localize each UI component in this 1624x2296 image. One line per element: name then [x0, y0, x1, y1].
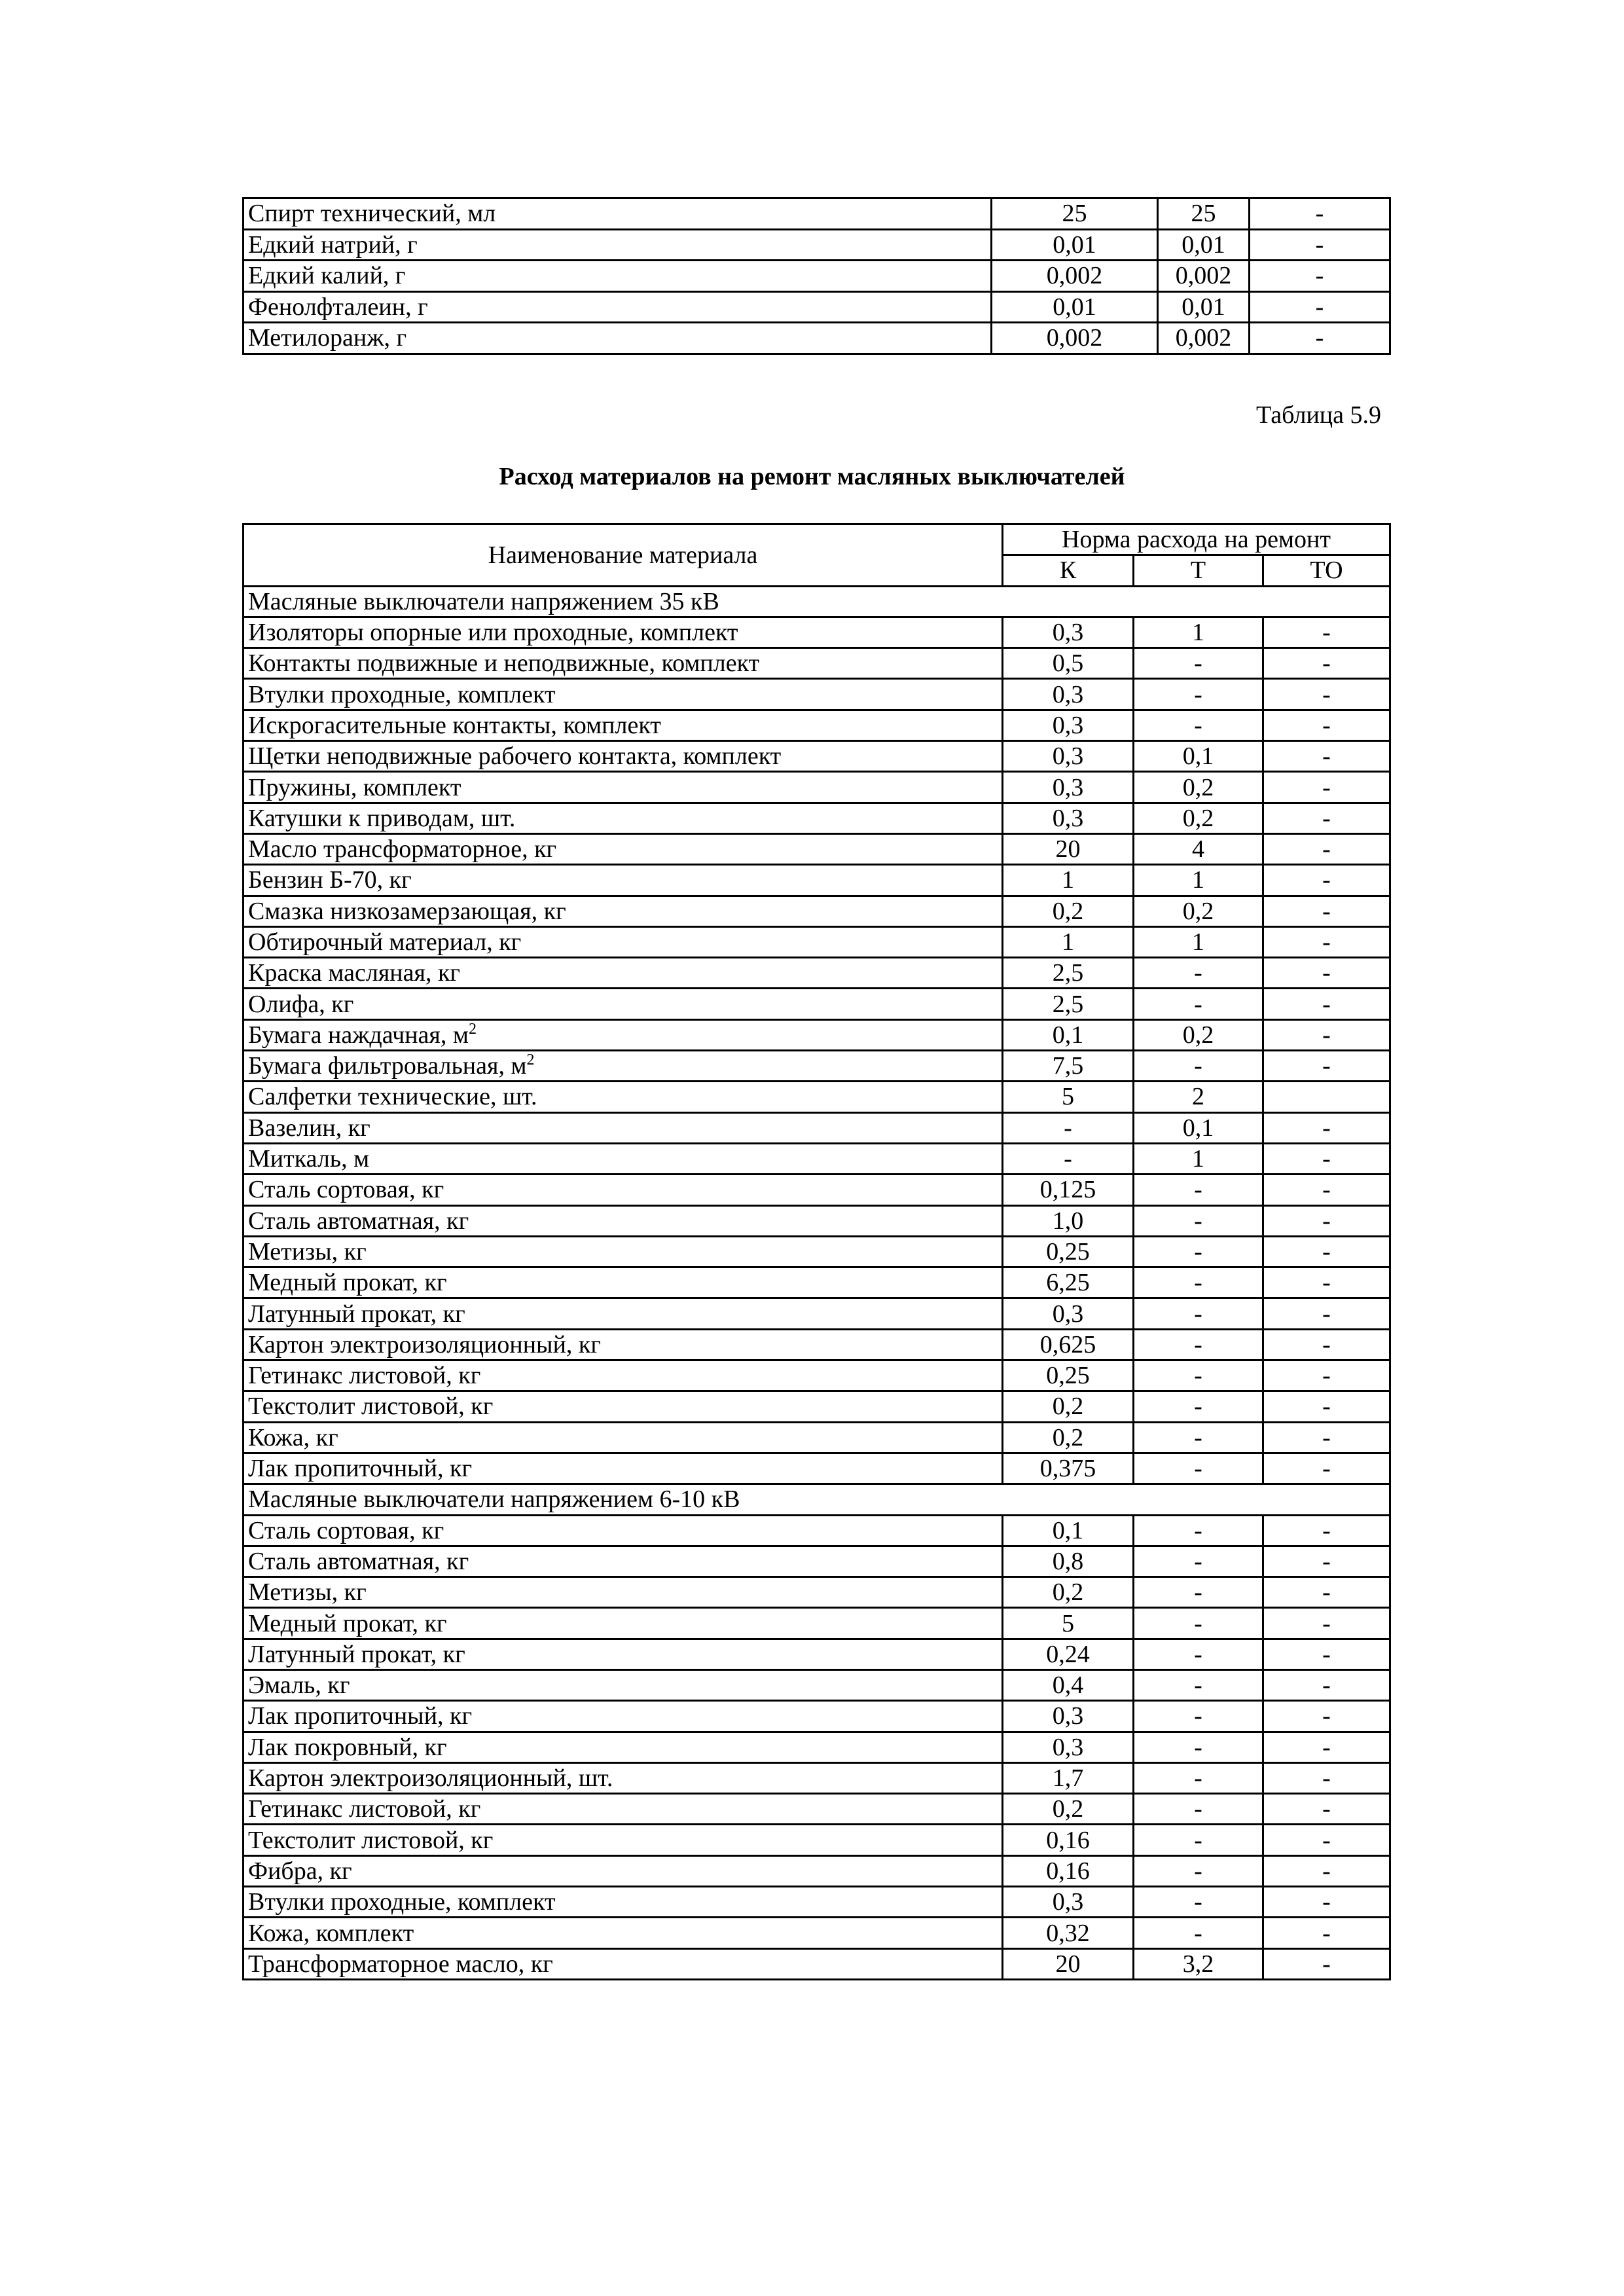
material-name: Фенолфталеин, г — [244, 291, 992, 323]
value-to: - — [1263, 1515, 1390, 1546]
material-name: Салфетки технические, шт. — [244, 1082, 1003, 1112]
value-t: - — [1134, 1855, 1263, 1886]
material-name: Метизы, кг — [244, 1577, 1003, 1608]
table-row — [244, 1918, 1390, 1948]
header-material-name: Наименование материала — [244, 524, 1003, 587]
value-to: - — [1263, 1143, 1390, 1174]
section-title: Масляные выключатели напряжением 35 кВ — [244, 586, 1390, 617]
value-to: - — [1250, 323, 1390, 354]
value-t: 1 — [1134, 1143, 1263, 1174]
value-k: 0,24 — [1003, 1639, 1134, 1669]
value-k: 1,7 — [1003, 1762, 1134, 1793]
table-row — [244, 323, 1390, 354]
value-t: - — [1134, 1669, 1263, 1700]
table-row — [244, 1051, 1390, 1082]
table-row — [244, 1608, 1390, 1639]
value-to: - — [1263, 772, 1390, 803]
value-to: - — [1263, 1546, 1390, 1576]
material-name: Сталь автоматная, кг — [244, 1546, 1003, 1576]
value-to: - — [1250, 229, 1390, 261]
value-k: 20 — [1003, 833, 1134, 864]
value-t: - — [1134, 1236, 1263, 1267]
material-name: Сталь сортовая, кг — [244, 1175, 1003, 1205]
table-row — [244, 1329, 1390, 1360]
table-row — [244, 833, 1390, 864]
material-name: Едкий калий, г — [244, 261, 992, 292]
table-row — [244, 229, 1390, 261]
value-to: - — [1263, 803, 1390, 833]
value-t: - — [1134, 1360, 1263, 1391]
section-header-row — [244, 586, 1390, 617]
value-t: 2 — [1134, 1082, 1263, 1112]
material-name: Миткаль, м — [244, 1143, 1003, 1174]
material-name-text: Бумага наждачная, м — [248, 1021, 469, 1049]
value-to: - — [1263, 833, 1390, 864]
value-to: - — [1263, 1422, 1390, 1453]
table-row — [244, 1112, 1390, 1143]
value-k: 0,3 — [1003, 710, 1134, 740]
value-to: - — [1263, 1051, 1390, 1082]
value-to: - — [1263, 1608, 1390, 1639]
material-name — [244, 1051, 1003, 1082]
table-row — [244, 1298, 1390, 1329]
table-row — [244, 1391, 1390, 1422]
value-k: 1,0 — [1003, 1205, 1134, 1236]
value-k: 0,01 — [992, 229, 1158, 261]
material-name: Бензин Б-70, кг — [244, 865, 1003, 896]
value-k: 0,5 — [1003, 648, 1134, 679]
value-k: 0,3 — [1003, 617, 1134, 647]
value-t: 3,2 — [1134, 1948, 1263, 1979]
value-k: 0,16 — [1003, 1825, 1134, 1855]
value-t: - — [1134, 1794, 1263, 1825]
value-k: 0,3 — [1003, 772, 1134, 803]
material-name: Вазелин, кг — [244, 1112, 1003, 1143]
oil-breaker-materials-table — [242, 523, 1391, 1980]
value-k: 0,01 — [992, 291, 1158, 323]
material-name: Текстолит листовой, кг — [244, 1391, 1003, 1422]
material-name: Изоляторы опорные или проходные, комплект — [244, 617, 1003, 647]
value-t: - — [1134, 1732, 1263, 1762]
value-t: - — [1134, 989, 1263, 1019]
table-row — [244, 1701, 1390, 1732]
value-t: - — [1134, 710, 1263, 740]
value-k: - — [1003, 1112, 1134, 1143]
value-t: 0,01 — [1158, 229, 1250, 261]
value-to: - — [1250, 198, 1390, 230]
table-row — [244, 1546, 1390, 1576]
value-t: 1 — [1134, 617, 1263, 647]
value-t: 0,2 — [1134, 1019, 1263, 1050]
value-k: 0,2 — [1003, 1794, 1134, 1825]
value-k: 5 — [1003, 1082, 1134, 1112]
material-name: Кожа, комплект — [244, 1918, 1003, 1948]
material-name: Спирт технический, мл — [244, 198, 992, 230]
material-name: Обтирочный материал, кг — [244, 926, 1003, 957]
table-row — [244, 1639, 1390, 1669]
material-name: Лак пропиточный, кг — [244, 1701, 1003, 1732]
material-name: Кожа, кг — [244, 1422, 1003, 1453]
value-t: 4 — [1134, 833, 1263, 864]
value-t: 0,2 — [1134, 896, 1263, 926]
value-to: - — [1263, 1701, 1390, 1732]
value-to: - — [1263, 1855, 1390, 1886]
value-t: - — [1134, 1887, 1263, 1918]
unit-exponent: 2 — [526, 1051, 535, 1069]
value-k: 20 — [1003, 1948, 1134, 1979]
value-k: 0,25 — [1003, 1236, 1134, 1267]
table-row — [244, 741, 1390, 772]
table-row — [244, 1360, 1390, 1391]
table-row — [244, 1267, 1390, 1298]
value-to: - — [1263, 1360, 1390, 1391]
value-k: 0,25 — [1003, 1360, 1134, 1391]
value-to: - — [1263, 1019, 1390, 1050]
table-row — [244, 648, 1390, 679]
value-k: 1 — [1003, 865, 1134, 896]
table-row — [244, 803, 1390, 833]
value-to: - — [1263, 1639, 1390, 1669]
value-k: 0,2 — [1003, 896, 1134, 926]
section-header-row — [244, 1484, 1390, 1515]
value-t: - — [1134, 1329, 1263, 1360]
value-t: 0,1 — [1134, 1112, 1263, 1143]
table-row — [244, 1887, 1390, 1918]
material-name: Метизы, кг — [244, 1236, 1003, 1267]
value-k: 0,3 — [1003, 1887, 1134, 1918]
value-to: - — [1263, 896, 1390, 926]
value-k: - — [1003, 1143, 1134, 1174]
table-row — [244, 1732, 1390, 1762]
material-name: Медный прокат, кг — [244, 1267, 1003, 1298]
table-row — [244, 1762, 1390, 1793]
value-to: - — [1263, 1112, 1390, 1143]
value-t: - — [1134, 1298, 1263, 1329]
material-name: Щетки неподвижные рабочего контакта, комплект — [244, 741, 1003, 772]
value-k: 2,5 — [1003, 989, 1134, 1019]
value-t: - — [1134, 1515, 1263, 1546]
material-name: Катушки к приводам, шт. — [244, 803, 1003, 833]
table-row — [244, 1577, 1390, 1608]
value-to: - — [1263, 1175, 1390, 1205]
value-to: - — [1263, 1236, 1390, 1267]
value-to: - — [1263, 1732, 1390, 1762]
value-to: - — [1250, 291, 1390, 323]
value-k: 0,1 — [1003, 1019, 1134, 1050]
material-name: Латунный прокат, кг — [244, 1298, 1003, 1329]
value-k: 0,3 — [1003, 741, 1134, 772]
material-name: Сталь сортовая, кг — [244, 1515, 1003, 1546]
material-name: Пружины, комплект — [244, 772, 1003, 803]
unit-exponent: 2 — [468, 1020, 477, 1038]
value-k: 0,2 — [1003, 1577, 1134, 1608]
material-name-text: Бумага фильтровальная, м — [248, 1052, 527, 1080]
value-k: 0,16 — [1003, 1855, 1134, 1886]
value-to: - — [1263, 865, 1390, 896]
value-t: - — [1134, 679, 1263, 710]
value-t: - — [1134, 1391, 1263, 1422]
value-k: 0,125 — [1003, 1175, 1134, 1205]
value-k: 5 — [1003, 1608, 1134, 1639]
material-name: Лак покровный, кг — [244, 1732, 1003, 1762]
value-to: - — [1263, 1391, 1390, 1422]
material-name: Втулки проходные, комплект — [244, 1887, 1003, 1918]
value-to — [1263, 1082, 1390, 1112]
value-t: 0,1 — [1134, 741, 1263, 772]
material-name: Картон электроизоляционный, шт. — [244, 1762, 1003, 1793]
value-t: 0,2 — [1134, 772, 1263, 803]
table-row — [244, 1515, 1390, 1546]
value-k: 0,3 — [1003, 803, 1134, 833]
table-row — [244, 198, 1390, 230]
value-to: - — [1263, 1825, 1390, 1855]
value-k: 0,1 — [1003, 1515, 1134, 1546]
table-row — [244, 1422, 1390, 1453]
table-row — [244, 989, 1390, 1019]
header-col-k: К — [1003, 555, 1134, 586]
value-t: - — [1134, 958, 1263, 989]
table-row — [244, 710, 1390, 740]
value-k: 0,3 — [1003, 679, 1134, 710]
material-name: Латунный прокат, кг — [244, 1639, 1003, 1669]
value-to: - — [1263, 741, 1390, 772]
table-header — [244, 524, 1390, 587]
value-t: - — [1134, 1762, 1263, 1793]
value-to: - — [1263, 1298, 1390, 1329]
table-row — [244, 1794, 1390, 1825]
value-to: - — [1263, 1762, 1390, 1793]
value-k: 0,3 — [1003, 1298, 1134, 1329]
value-k: 0,002 — [992, 261, 1158, 292]
value-to: - — [1263, 989, 1390, 1019]
value-t: - — [1134, 1051, 1263, 1082]
material-name: Едкий натрий, г — [244, 229, 992, 261]
value-k: 2,5 — [1003, 958, 1134, 989]
value-t: - — [1134, 1422, 1263, 1453]
value-t: - — [1134, 648, 1263, 679]
table-row — [244, 772, 1390, 803]
value-to: - — [1263, 1887, 1390, 1918]
header-norm-group: Норма расхода на ремонт — [1003, 524, 1390, 555]
value-to: - — [1263, 1205, 1390, 1236]
table-title: Расход материалов на ремонт масляных выключателей — [499, 463, 1125, 490]
material-name: Искрогасительные контакты, комплект — [244, 710, 1003, 740]
value-t: 0,2 — [1134, 803, 1263, 833]
value-k: 0,4 — [1003, 1669, 1134, 1700]
table-row — [244, 1175, 1390, 1205]
value-k: 6,25 — [1003, 1267, 1134, 1298]
value-to: - — [1263, 617, 1390, 647]
material-name: Медный прокат, кг — [244, 1608, 1003, 1639]
table-row — [244, 617, 1390, 647]
table-row — [244, 1019, 1390, 1050]
value-t: - — [1134, 1701, 1263, 1732]
table-row — [244, 1143, 1390, 1174]
table-row — [244, 1205, 1390, 1236]
table-row — [244, 1825, 1390, 1855]
table-row — [244, 926, 1390, 957]
value-k: 1 — [1003, 926, 1134, 957]
value-to: - — [1263, 679, 1390, 710]
value-k: 0,32 — [1003, 1918, 1134, 1948]
material-name: Фибра, кг — [244, 1855, 1003, 1886]
table-row — [244, 291, 1390, 323]
value-to: - — [1263, 1948, 1390, 1979]
value-k: 25 — [992, 198, 1158, 230]
value-t: - — [1134, 1546, 1263, 1576]
table-row — [244, 865, 1390, 896]
value-t: 0,002 — [1158, 261, 1250, 292]
material-name: Контакты подвижные и неподвижные, комплект — [244, 648, 1003, 679]
value-k: 0,8 — [1003, 1546, 1134, 1576]
material-name: Гетинакс листовой, кг — [244, 1794, 1003, 1825]
table-row — [244, 261, 1390, 292]
value-to: - — [1250, 261, 1390, 292]
material-name: Смазка низкозамерзающая, кг — [244, 896, 1003, 926]
value-t: 0,01 — [1158, 291, 1250, 323]
value-to: - — [1263, 958, 1390, 989]
value-to: - — [1263, 1669, 1390, 1700]
value-t: 1 — [1134, 865, 1263, 896]
table-body — [244, 586, 1390, 1979]
value-to: - — [1263, 710, 1390, 740]
table-row — [244, 1453, 1390, 1484]
material-name: Картон электроизоляционный, кг — [244, 1329, 1003, 1360]
table-row — [244, 1236, 1390, 1267]
value-t: - — [1134, 1267, 1263, 1298]
value-to: - — [1263, 1453, 1390, 1484]
value-t: - — [1134, 1608, 1263, 1639]
value-t: - — [1134, 1453, 1263, 1484]
value-t: - — [1134, 1639, 1263, 1669]
material-name: Сталь автоматная, кг — [244, 1205, 1003, 1236]
material-name: Метилоранж, г — [244, 323, 992, 354]
material-name: Текстолит листовой, кг — [244, 1825, 1003, 1855]
table-row — [244, 1948, 1390, 1979]
value-t: 25 — [1158, 198, 1250, 230]
header-row — [244, 524, 1390, 555]
table-row — [244, 1669, 1390, 1700]
value-to: - — [1263, 648, 1390, 679]
table-number: Таблица 5.9 — [1255, 401, 1381, 429]
material-name: Лак пропиточный, кг — [244, 1453, 1003, 1484]
value-t: - — [1134, 1825, 1263, 1855]
value-to: - — [1263, 926, 1390, 957]
continued-table-body — [244, 198, 1390, 354]
value-t: - — [1134, 1577, 1263, 1608]
value-k: 0,375 — [1003, 1453, 1134, 1484]
value-k: 0,2 — [1003, 1422, 1134, 1453]
section-title: Масляные выключатели напряжением 6-10 кВ — [244, 1484, 1390, 1515]
value-to: - — [1263, 1577, 1390, 1608]
material-name: Гетинакс листовой, кг — [244, 1360, 1003, 1391]
material-name: Втулки проходные, комплект — [244, 679, 1003, 710]
table-row — [244, 1082, 1390, 1112]
table-row — [244, 896, 1390, 926]
material-name: Краска масляная, кг — [244, 958, 1003, 989]
value-to: - — [1263, 1267, 1390, 1298]
table-row — [244, 679, 1390, 710]
value-to: - — [1263, 1329, 1390, 1360]
value-k: 0,3 — [1003, 1701, 1134, 1732]
value-k: 7,5 — [1003, 1051, 1134, 1082]
value-k: 0,2 — [1003, 1391, 1134, 1422]
header-col-to: ТО — [1263, 555, 1390, 586]
value-k: 0,002 — [992, 323, 1158, 354]
header-col-t: Т — [1134, 555, 1263, 586]
value-to: - — [1263, 1918, 1390, 1948]
material-name: Эмаль, кг — [244, 1669, 1003, 1700]
value-t: 0,002 — [1158, 323, 1250, 354]
material-name — [244, 1019, 1003, 1050]
value-t: 1 — [1134, 926, 1263, 957]
value-to: - — [1263, 1794, 1390, 1825]
value-k: 0,3 — [1003, 1732, 1134, 1762]
continued-materials-table — [242, 197, 1391, 355]
value-t: - — [1134, 1918, 1263, 1948]
table-row — [244, 1855, 1390, 1886]
material-name: Олифа, кг — [244, 989, 1003, 1019]
material-name: Трансформаторное масло, кг — [244, 1948, 1003, 1979]
table-row — [244, 958, 1390, 989]
value-t: - — [1134, 1175, 1263, 1205]
value-t: - — [1134, 1205, 1263, 1236]
value-k: 0,625 — [1003, 1329, 1134, 1360]
material-name: Масло трансформаторное, кг — [244, 833, 1003, 864]
